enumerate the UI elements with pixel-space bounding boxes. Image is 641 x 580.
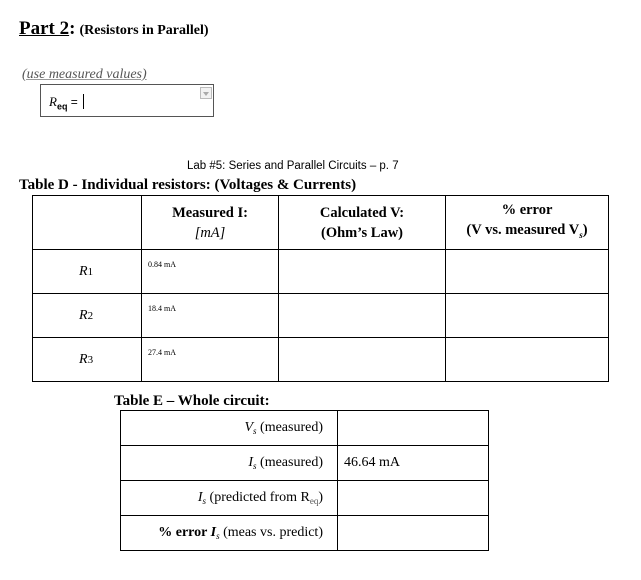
resistor-index: 2 (87, 309, 94, 322)
percent-error-cell[interactable] (446, 250, 609, 294)
row-text: (measured) (256, 455, 323, 470)
header-percent-error (446, 196, 609, 250)
req-symbol: R (49, 94, 57, 109)
table-row (121, 481, 489, 516)
measured-current-cell[interactable]: 18.4 mA (142, 294, 279, 338)
header-calculated-line1: Calculated V: (319, 204, 405, 221)
resistor-symbol: R (79, 263, 88, 279)
table-row (33, 250, 609, 294)
row-text: (meas vs. predict) (219, 525, 323, 540)
req-label (49, 94, 84, 111)
table-row (33, 294, 609, 338)
row-prefix: % error (158, 525, 211, 540)
symbol-sub: s (216, 531, 220, 541)
req-equals: = (67, 95, 82, 109)
value-cell[interactable] (338, 516, 489, 551)
dropdown-arrow-icon[interactable] (200, 87, 212, 99)
calculated-voltage-cell[interactable] (279, 250, 446, 294)
percent-error-cell[interactable] (446, 338, 609, 382)
symbol-sub: s (253, 461, 257, 471)
section-title (19, 18, 209, 40)
header-calculated-voltage (279, 196, 446, 250)
measured-values-note: (use measured values) (22, 67, 147, 82)
resistor-label (33, 338, 142, 382)
symbol: I (210, 525, 217, 540)
table-row (121, 446, 489, 481)
measured-current-cell[interactable]: 27.4 mA (142, 338, 279, 382)
resistor-symbol: R (79, 307, 88, 323)
text-cursor (83, 94, 84, 109)
table-d (32, 195, 609, 382)
req-subscript: eq (309, 496, 319, 506)
table-row (33, 338, 609, 382)
header-measured-line1: Measured I: (172, 204, 248, 221)
resistor-index: 1 (87, 265, 94, 278)
row-label-vs-measured (121, 411, 338, 446)
resistor-symbol: R (79, 351, 88, 367)
row-label-is-predicted (121, 481, 338, 516)
row-label-is-measured (121, 446, 338, 481)
percent-error-cell[interactable] (446, 294, 609, 338)
header-measured-line2: [mA] (194, 224, 226, 241)
table-d-title: Table D - Individual resistors: (Voltages & Currents) (19, 177, 357, 193)
page-header: Lab #5: Series and Parallel Circuits – p. 7 (187, 160, 399, 172)
part-colon: : (69, 18, 76, 39)
table-e-title: Table E – Whole circuit: (114, 393, 270, 409)
req-subscript: eq (56, 101, 68, 112)
req-input-field[interactable] (40, 84, 214, 117)
value-cell[interactable]: 46.64 mA (338, 446, 489, 481)
symbol: I (197, 490, 203, 505)
value-cell[interactable] (338, 411, 489, 446)
resistor-label (33, 250, 142, 294)
row-text-close: ) (318, 490, 323, 505)
header-calculated-line2: (Ohm’s Law) (320, 224, 404, 241)
table-d-header-row (33, 196, 609, 250)
value-cell[interactable] (338, 481, 489, 516)
table-row (121, 411, 489, 446)
header-measured-current (142, 196, 279, 250)
calculated-voltage-cell[interactable] (279, 338, 446, 382)
row-text: (predicted from R (206, 490, 310, 505)
symbol: V (244, 420, 254, 435)
symbol-sub: s (253, 426, 257, 436)
section-subtitle: (Resistors in Parallel) (79, 23, 209, 38)
table-e (120, 410, 489, 551)
resistor-label (33, 294, 142, 338)
measured-current-cell[interactable]: 0.84 mA (142, 250, 279, 294)
symbol: I (248, 455, 254, 470)
header-error-sub: s (579, 229, 583, 240)
part-label: Part 2 (19, 18, 70, 39)
header-blank (33, 196, 142, 250)
calculated-voltage-cell[interactable] (279, 294, 446, 338)
row-label-percent-error (121, 516, 338, 551)
header-error-line2: (V vs. measured V (466, 222, 580, 239)
resistor-index: 3 (87, 353, 94, 366)
header-error-close: ) (582, 222, 588, 239)
symbol-sub: s (202, 496, 207, 506)
header-error-line1: % error (501, 202, 553, 219)
row-text: (measured) (256, 420, 323, 435)
table-row (121, 516, 489, 551)
